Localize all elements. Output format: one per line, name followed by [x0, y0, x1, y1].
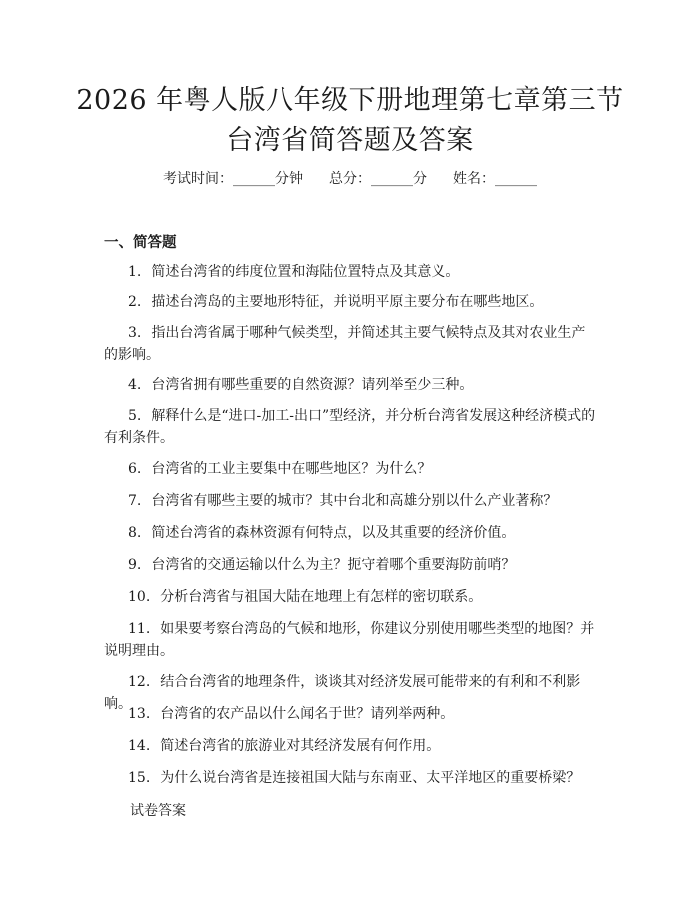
question-item: [104, 767, 598, 789]
answer-heading: 试卷答案: [130, 803, 186, 819]
question-text: 台湾省的工业主要集中在哪些地区？为什么？: [151, 461, 432, 477]
document-title-line-2: 台湾省简答题及答案: [226, 125, 474, 156]
question-number: 15.: [128, 770, 151, 786]
question-number: 10.: [128, 589, 151, 605]
question-text: 分析台湾省与祖国大陆在地理上有怎样的密切联系。: [160, 589, 483, 605]
question-number: 1.: [128, 264, 142, 280]
question-item: [104, 458, 598, 480]
question-number: 12.: [128, 674, 151, 690]
question-number: 6.: [128, 461, 142, 477]
question-item: [104, 291, 598, 313]
question-number: 3.: [128, 325, 142, 341]
question-item: [104, 703, 598, 725]
question-item: [104, 618, 598, 662]
document-title-line-1: 2026 年粤人版八年级下册地理第七章第三节: [76, 85, 624, 116]
question-text: 描述台湾岛的主要地形特征，并说明平原主要分布在哪些地区。: [151, 294, 544, 310]
question-item: [104, 490, 598, 512]
question-number: 5.: [128, 408, 142, 424]
student-name-field: 姓名：______: [453, 171, 537, 187]
section-heading: 一、简答题: [104, 234, 177, 251]
question-text: 简述台湾省的纬度位置和海陆位置特点及其意义。: [151, 264, 460, 280]
question-item: [104, 405, 598, 449]
question-item: [104, 554, 598, 576]
question-number: 2.: [128, 294, 142, 310]
question-number: 13.: [128, 706, 151, 722]
question-number: 4.: [128, 377, 142, 393]
total-score-field: 总分：______分: [329, 171, 427, 187]
question-item: [104, 522, 598, 544]
question-item: [104, 374, 598, 396]
exam-meta: [0, 170, 700, 188]
question-text: 结合台湾省的地理条件，谈谈其对经济发展可能带来的有利和不利影响。: [104, 674, 581, 712]
question-number: 9.: [128, 557, 142, 573]
question-item: [104, 586, 598, 608]
question-number: 11.: [128, 621, 151, 637]
question-item: [104, 261, 598, 283]
question-text: 台湾省的交通运输以什么为主？扼守着哪个重要海防前哨？: [151, 557, 516, 573]
question-text: 如果要考察台湾岛的气候和地形，你建议分别使用哪些类型的地图？并说明理由。: [104, 621, 595, 659]
question-text: 解释什么是“进口-加工-出口”型经济，并分析台湾省发展这种经济模式的有利条件。: [104, 408, 596, 446]
question-text: 台湾省有哪些主要的城市？其中台北和高雄分别以什么产业著称？: [151, 493, 558, 509]
question-text: 为什么说台湾省是连接祖国大陆与东南亚、太平洋地区的重要桥梁？: [160, 770, 581, 786]
question-text: 指出台湾省属于哪种气候类型，并简述其主要气候特点及其对农业生产的影响。: [104, 325, 586, 363]
question-item: [104, 322, 598, 366]
question-number: 14.: [128, 738, 151, 754]
question-text: 简述台湾省的旅游业对其经济发展有何作用。: [160, 738, 441, 754]
question-item: [104, 735, 598, 757]
question-number: 7.: [128, 493, 142, 509]
question-text: 简述台湾省的森林资源有何特点，以及其重要的经济价值。: [151, 525, 516, 541]
question-text: 台湾省的农产品以什么闻名于世？请列举两种。: [160, 706, 455, 722]
question-number: 8.: [128, 525, 142, 541]
exam-time-field: 考试时间：______分钟: [163, 171, 303, 187]
question-text: 台湾省拥有哪些重要的自然资源？请列举至少三种。: [151, 377, 474, 393]
